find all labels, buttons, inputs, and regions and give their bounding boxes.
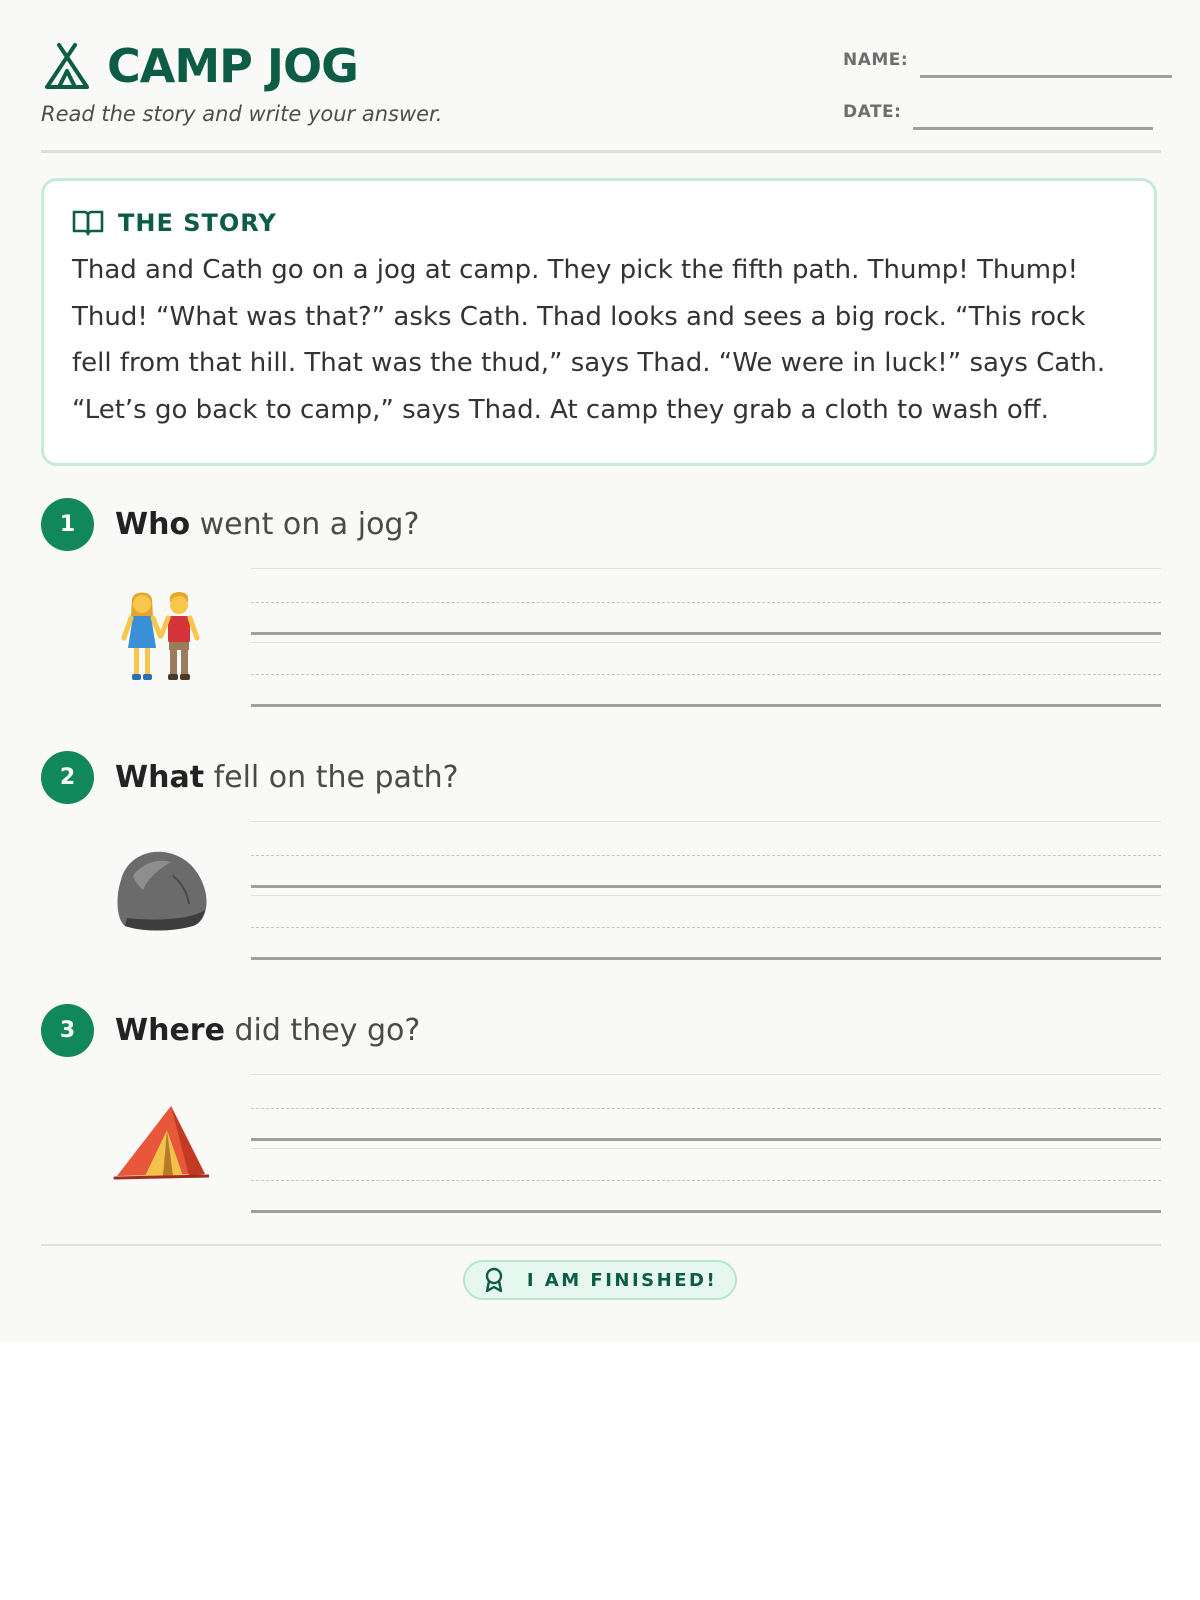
rock-icon	[111, 839, 211, 939]
question-keyword: Who	[115, 507, 191, 542]
question-3	[41, 1004, 1161, 1224]
question-text	[115, 760, 459, 795]
question-number-badge: 1	[41, 498, 94, 551]
question-rest: did they go?	[224, 1013, 421, 1048]
title-row	[41, 38, 358, 94]
name-label: NAME:	[843, 50, 909, 70]
finished-button[interactable]	[463, 1260, 737, 1300]
question-rest: went on a jog?	[190, 507, 420, 542]
ribbon-award-icon	[483, 1267, 505, 1293]
question-rest: fell on the path?	[204, 760, 459, 795]
tent-icon	[111, 1092, 211, 1192]
question-text	[115, 1013, 420, 1048]
page-title: CAMP JOG	[107, 39, 358, 93]
date-label: DATE:	[843, 102, 902, 122]
answer-lines[interactable]	[251, 568, 1161, 708]
footer-divider	[41, 1244, 1161, 1246]
story-box	[41, 178, 1157, 466]
finished-label: I AM FINISHED!	[526, 1269, 718, 1291]
question-keyword: Where	[115, 1013, 225, 1048]
story-text: Thad and Cath go on a jog at camp. They pick the fifth path. Thump! Thump! Thud! “What was that?” asks Cath. Thad looks and sees a big rock. “This rock fell from that hill. That was the thud,” says Thad. “We were in luck!” says Cath. “Let’s go back to camp,” says Thad. At camp they grab a cloth to wash off.	[72, 255, 1106, 425]
question-header	[41, 751, 459, 804]
date-field	[843, 102, 1153, 122]
question-number-badge: 3	[41, 1004, 94, 1057]
question-number-badge: 2	[41, 751, 94, 804]
story-header	[72, 209, 1128, 237]
question-text	[115, 507, 419, 542]
name-field	[843, 50, 1172, 70]
date-input-line[interactable]	[913, 127, 1153, 130]
question-2	[41, 751, 1161, 971]
story-heading: THE STORY	[118, 209, 277, 237]
question-header	[41, 498, 419, 551]
question-header	[41, 1004, 420, 1057]
open-book-icon	[72, 209, 104, 237]
answer-lines[interactable]	[251, 821, 1161, 961]
couple-icon	[111, 586, 211, 686]
name-input-line[interactable]	[920, 75, 1172, 78]
tent-outline-icon	[41, 41, 93, 91]
answer-lines[interactable]	[251, 1074, 1161, 1214]
worksheet-header	[41, 38, 1161, 153]
question-keyword: What	[115, 760, 205, 795]
question-1	[41, 498, 1161, 718]
instructions: Read the story and write your answer.	[41, 102, 443, 126]
